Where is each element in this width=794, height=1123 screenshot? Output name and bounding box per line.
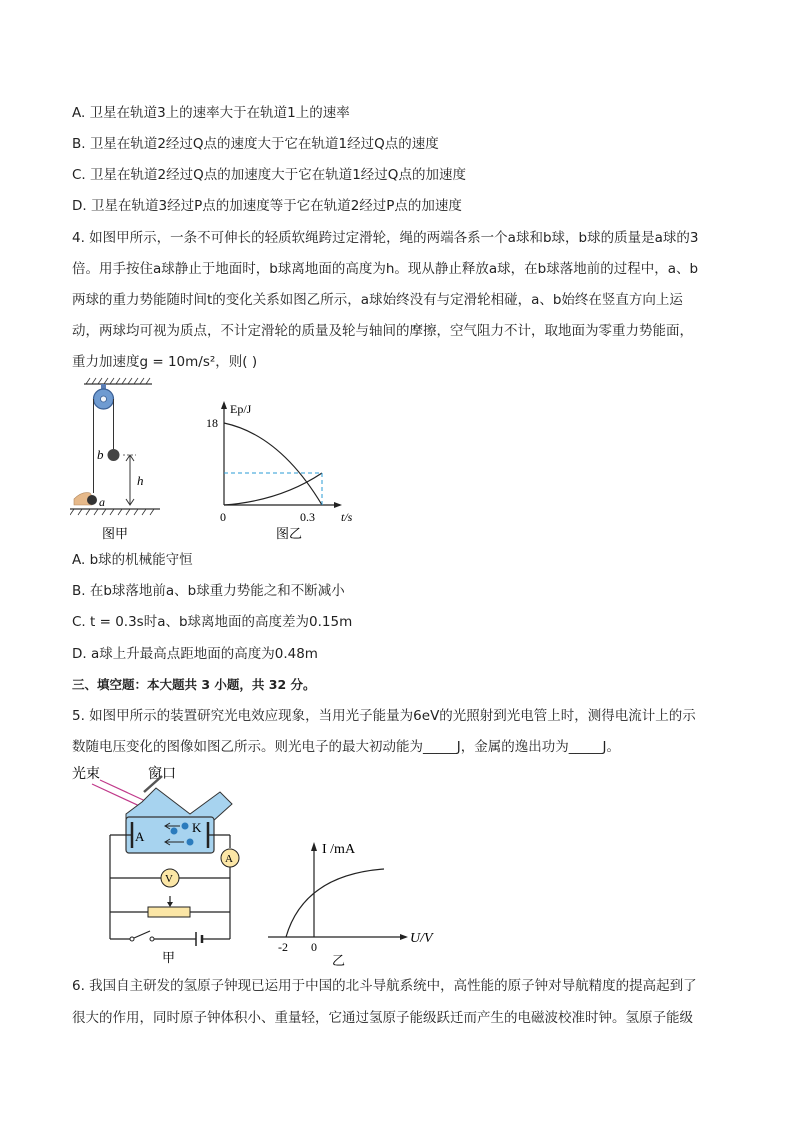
q4-stem-line: 两球的重力势能随时间t的变化关系如图乙所示，a球始终没有与定滑轮相碰，a、b始终在竖直方向上运 bbox=[72, 292, 683, 308]
q6-stem-line: 很大的作用，同时原子钟体积小、重量轻，它通过氢原子能级跃迁而产生的电磁波校准时钟。氢原子能级 bbox=[72, 1010, 693, 1026]
q6-stem-line: 6. 我国自主研发的氢原子钟现已运用于中国的北斗导航系统中，高性能的原子钟对导航精度的提高起到了 bbox=[72, 978, 697, 994]
q4-fig-yi-caption: 图乙 bbox=[276, 527, 303, 542]
q5-fig-anode-label: A bbox=[135, 829, 145, 844]
q4-fig-jia-label-h: h bbox=[137, 473, 144, 488]
q4-figure-yi bbox=[200, 397, 370, 545]
q5-fig-cathode-label: K bbox=[192, 820, 202, 835]
q5-fig-light-label: 光束 bbox=[72, 766, 100, 782]
q4-fig-yi-a-curve bbox=[224, 473, 322, 505]
q5-fig-jia-caption: 甲 bbox=[162, 951, 176, 966]
q5-fig-window-label: 窗口 bbox=[148, 766, 176, 782]
q5-stem-line: 5. 如图甲所示的装置研究光电效应现象，当用光子能量为6eV的光照射到光电管上时，测得电流计上的示 bbox=[72, 708, 696, 724]
q4-option-c: C. t = 0.3s时a、b球离地面的高度差为0.15m bbox=[72, 614, 353, 630]
q5-fig-rheostat bbox=[148, 907, 190, 917]
q5-fig-yi-xlabel: U/V bbox=[410, 931, 433, 946]
q4-stem-line: 4. 如图甲所示，一条不可伸长的轻质软绳跨过定滑轮，绳的两端各系一个a球和b球，b球的质量是a球的3 bbox=[72, 230, 699, 246]
q5-fig-yi-ylabel: I /mA bbox=[322, 842, 356, 857]
section-3-heading: 三、填空题：本大题共 3 小题，共 32 分。 bbox=[72, 677, 316, 692]
q5-fig-yi-curve bbox=[286, 869, 384, 937]
q5-stem-line: 数随电压变化的图像如图乙所示。则光电子的最大初动能为_____J，金属的逸出功为_____J。 bbox=[72, 739, 620, 755]
q4-fig-jia-caption: 图甲 bbox=[102, 527, 129, 542]
q5-figure-yi bbox=[264, 835, 454, 967]
q4-fig-yi-xtick: 0.3 bbox=[300, 510, 315, 524]
q3-option-c: C. 卫星在轨道2经过Q点的加速度大于它在轨道1经过Q点的加速度 bbox=[72, 167, 466, 183]
q4-fig-yi-xlabel: t/s bbox=[341, 510, 353, 524]
q5-fig-ammeter-label: A bbox=[225, 853, 233, 865]
q4-stem-line: 倍。用手按住a球静止于地面时，b球离地面的高度为h。现从静止释放a球，在b球落地前的过程中，a、b bbox=[72, 261, 699, 277]
q3-option-d: D. 卫星在轨道3经过P点的加速度等于它在轨道2经过P点的加速度 bbox=[72, 198, 462, 214]
q4-fig-yi-b-curve bbox=[224, 423, 322, 505]
q3-option-b: B. 卫星在轨道2经过Q点的速度大于它在轨道1经过Q点的速度 bbox=[72, 136, 439, 152]
q4-figure-jia bbox=[70, 375, 170, 545]
q4-option-a: A. b球的机械能守恒 bbox=[72, 552, 193, 568]
q4-fig-jia-label-b: b bbox=[97, 447, 104, 462]
q4-stem-line: 动，两球均可视为质点，不计定滑轮的质量及轮与轴间的摩擦，空气阻力不计，取地面为零重力势能面， bbox=[72, 323, 693, 339]
q4-stem-line: 重力加速度g = 10m/s²，则( ) bbox=[72, 354, 258, 370]
q5-fig-yi-origin: 0 bbox=[311, 940, 317, 954]
q4-option-b: B. 在b球落地前a、b球重力势能之和不断减小 bbox=[72, 583, 345, 599]
q5-figure-jia bbox=[70, 762, 260, 967]
q4-fig-yi-ylabel: Ep/J bbox=[230, 402, 252, 416]
q4-fig-yi-origin: 0 bbox=[220, 510, 226, 524]
q4-fig-jia-label-a: a bbox=[99, 495, 105, 509]
q5-fig-voltmeter-label: V bbox=[165, 873, 173, 885]
q5-fig-yi-caption: 乙 bbox=[332, 954, 346, 967]
q3-option-a: A. 卫星在轨道3上的速率大于在轨道1上的速率 bbox=[72, 105, 350, 121]
q4-fig-yi-ytick: 18 bbox=[206, 416, 218, 430]
q5-fig-yi-xtick: -2 bbox=[278, 940, 288, 954]
q4-option-d: D. a球上升最高点距地面的高度为0.48m bbox=[72, 646, 318, 662]
